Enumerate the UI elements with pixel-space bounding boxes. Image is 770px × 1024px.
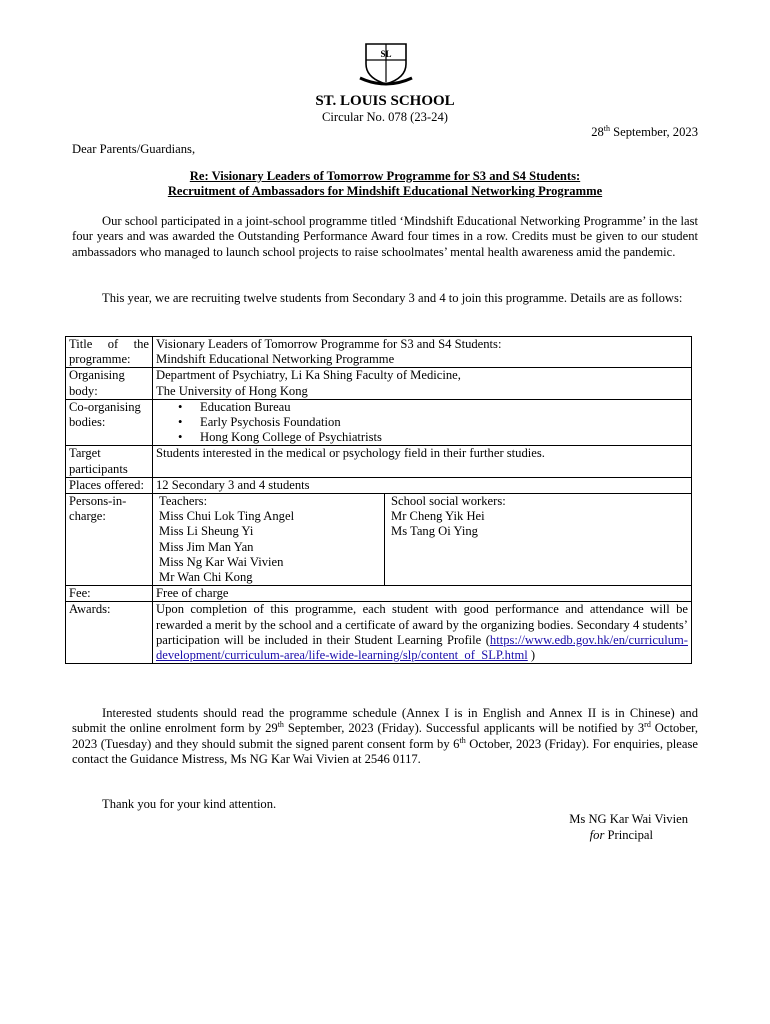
label-places: Places offered: (66, 477, 153, 493)
list-item: • Early Psychosis Foundation (178, 415, 688, 430)
list-item: Mr Wan Chi Kong (159, 570, 253, 585)
label-target: Target participants (66, 446, 153, 477)
label-title: Title of the programme: (66, 337, 153, 368)
label-coorganising: Co-organising bodies: (66, 399, 153, 446)
value-target: Students interested in the medical or psychology field in their further studies. (153, 446, 692, 477)
list-item: Miss Ng Kar Wai Vivien (159, 554, 284, 569)
list-item: Miss Chui Lok Ting Angel (159, 509, 295, 524)
list-item: • Education Bureau (178, 400, 688, 415)
recruitment-paragraph: This year, we are recruiting twelve students from Secondary 3 and 4 to join this programme. Details are as follows: (102, 291, 683, 305)
salutation: Dear Parents/Guardians, (72, 142, 196, 156)
list-item: Miss Li Sheung Yi (159, 524, 254, 539)
row-title (66, 337, 692, 368)
crest-letters: SL (380, 49, 392, 59)
label-fee: Fee: (66, 586, 153, 602)
school-name: ST. LOUIS SCHOOL (315, 93, 455, 109)
row-coorganising (66, 399, 692, 446)
list-item: Mr Cheng Yik Hei (391, 509, 485, 524)
row-organising (66, 368, 692, 399)
row-target (66, 446, 692, 477)
value-fee: Free of charge (153, 586, 692, 602)
value-awards: Upon completion of this programme, each student with good performance and attendance will be rewarded a merit by the school and a certificate of award by the organizing bodies. Secondary 4 students’ participation will be included in their Student Learning Profile (https://www.edb.gov.hk/en/curriculum-development/curriculum-area/life-wide-learning/slp/content_of_SLP.html ) (153, 602, 692, 664)
value-coorganising (153, 399, 692, 446)
list-item: Miss Jim Man Yan (159, 539, 254, 554)
row-persons (66, 494, 692, 586)
signatory-name: Ms NG Kar Wai Vivien (569, 812, 688, 826)
value-persons (153, 494, 692, 586)
value-places: 12 Secondary 3 and 4 students (153, 477, 692, 493)
subject-line-2: Recruitment of Ambassadors for Mindshift Educational Networking Programme (167, 184, 603, 199)
enrolment-paragraph: Interested students should read the programme schedule (Annex I is in English and Annex II is in Chinese) and submit the online enrolment form by 29th September, 2023 (Friday). Successful applicants will be notified by 3rd October, 2023 (Tuesday) and they should submit the signed parent consent form by 6th October, 2023 (Friday). For enquiries, please contact the Guidance Mistress, Ms NG Kar Wai Vivien at 2546 0117. (72, 706, 698, 767)
subject-line (72, 169, 698, 200)
list-item: Ms Tang Oi Ying (391, 524, 478, 539)
value-organising: Department of Psychiatry, Li Ka Shing Faculty of Medicine, The University of Hong Kong (153, 368, 692, 399)
programme-details-table (65, 336, 692, 664)
value-title: Visionary Leaders of Tomorrow Programme for S3 and S4 Students: Mindshift Educational Networking Programme (153, 337, 692, 368)
teachers-list: Teachers: Miss Chui Lok Ting Angel Miss Li Sheung Yi Miss Jim Man Yan Miss Ng Kar Wai Vivien Mr Wan Chi Kong (156, 494, 385, 585)
row-awards (66, 602, 692, 664)
social-workers-list: School social workers: Mr Cheng Yik Hei Ms Tang Oi Ying (385, 494, 688, 585)
list-item: • Hong Kong College of Psychiatrists (178, 430, 688, 445)
row-fee (66, 586, 692, 602)
thanks-line: Thank you for your kind attention. (102, 797, 277, 811)
intro-paragraph: Our school participated in a joint-school programme titled ‘Mindshift Educational Networking Programme’ in the last four years and was awarded the Outstanding Performance Award four times in a row. Credits must be given to our student ambassadors who managed to launch school projects to raise schoolmates’ mental health awareness amid the pandemic. (72, 214, 698, 259)
label-awards: Awards: (66, 602, 153, 664)
row-places (66, 477, 692, 493)
circular-number: Circular No. 078 (23-24) (322, 110, 448, 124)
label-organising: Organising body: (66, 368, 153, 399)
label-persons: Persons-in-charge: (66, 494, 153, 586)
slp-link[interactable]: https://www.edb.gov.hk/en/curriculum-development/curriculum-area/life-wide-learning/slp/content_of_SLP.html (156, 632, 688, 663)
letter-date: 28th September, 2023 (591, 123, 698, 139)
school-crest-logo (356, 38, 416, 88)
subject-line-1: Re: Visionary Leaders of Tomorrow Programme for S3 and S4 Students: (189, 169, 581, 183)
signatory-title: for Principal (589, 828, 653, 842)
